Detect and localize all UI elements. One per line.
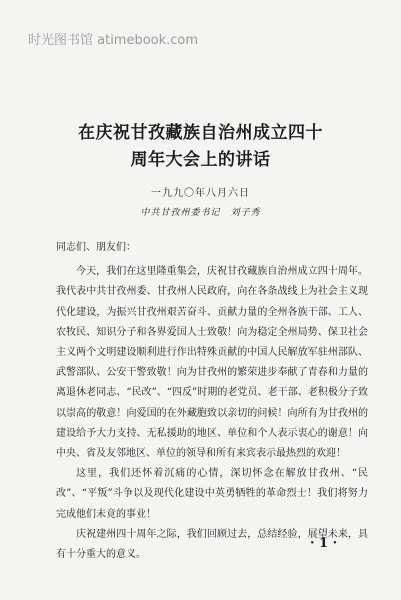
paragraph: 这里，我们还怀着沉痛的心情，深切怀念在解放甘孜州、“民改”、“平叛”斗争以及现代化建设中英勇牺牲的革命烈士！我们将努力完成他们未竟的事业！ (56, 468, 368, 520)
paragraph: 今天，我们在这里隆重集会，庆祝甘孜藏族自治州成立四十周年。我代表中共甘孜州委、甘孜州人民政府，向在各条战线上为社会主义现代化建设，为振兴甘孜州艰苦奋斗、贡献力量的全州各族干部、工人、农牧民、知识分子和各界爱国人士致敬！向为稳定全州局势、保卫社会主义两个文明建设顺利进行作出特殊贡献的中国人民解放军驻州部队、武警部队、公安干警致敬！向为甘孜州的繁荣进步奉献了青春和力量的离退休老同志、“民改”、“四反”时期的老党员、老干部、老积极分子致以崇高的敬意！向爱国的在外藏胞致以亲切的问候！向所有为甘孜州的建设给予大力支持、无私援助的地区、单位和个人表示衷心的谢意！向中央、省及友邻地区、单位的领导和所有来宾表示最热烈的欢迎！ (56, 266, 368, 460)
salutation: 同志们、朋友们： (56, 242, 136, 253)
speech-body (56, 238, 368, 565)
document-title-line-1: 在庆祝甘孜藏族自治州成立四十 (78, 123, 323, 143)
watermark-text: 时光图书馆 atimebook.com (28, 33, 199, 48)
document-title-line-2: 周年大会上的讲话 (130, 150, 271, 170)
page-number: · 1 · (310, 536, 338, 551)
speech-author: 中共甘孜州委书记 刘子秀 (140, 208, 261, 218)
paragraph: 庆祝建州四十周年之际，我们回顾过去，总结经验，展望未来，具有十分重大的意义。 (56, 528, 368, 561)
speech-date: 一九九〇年八月六日 (151, 188, 250, 199)
watermark-logo (28, 22, 208, 56)
